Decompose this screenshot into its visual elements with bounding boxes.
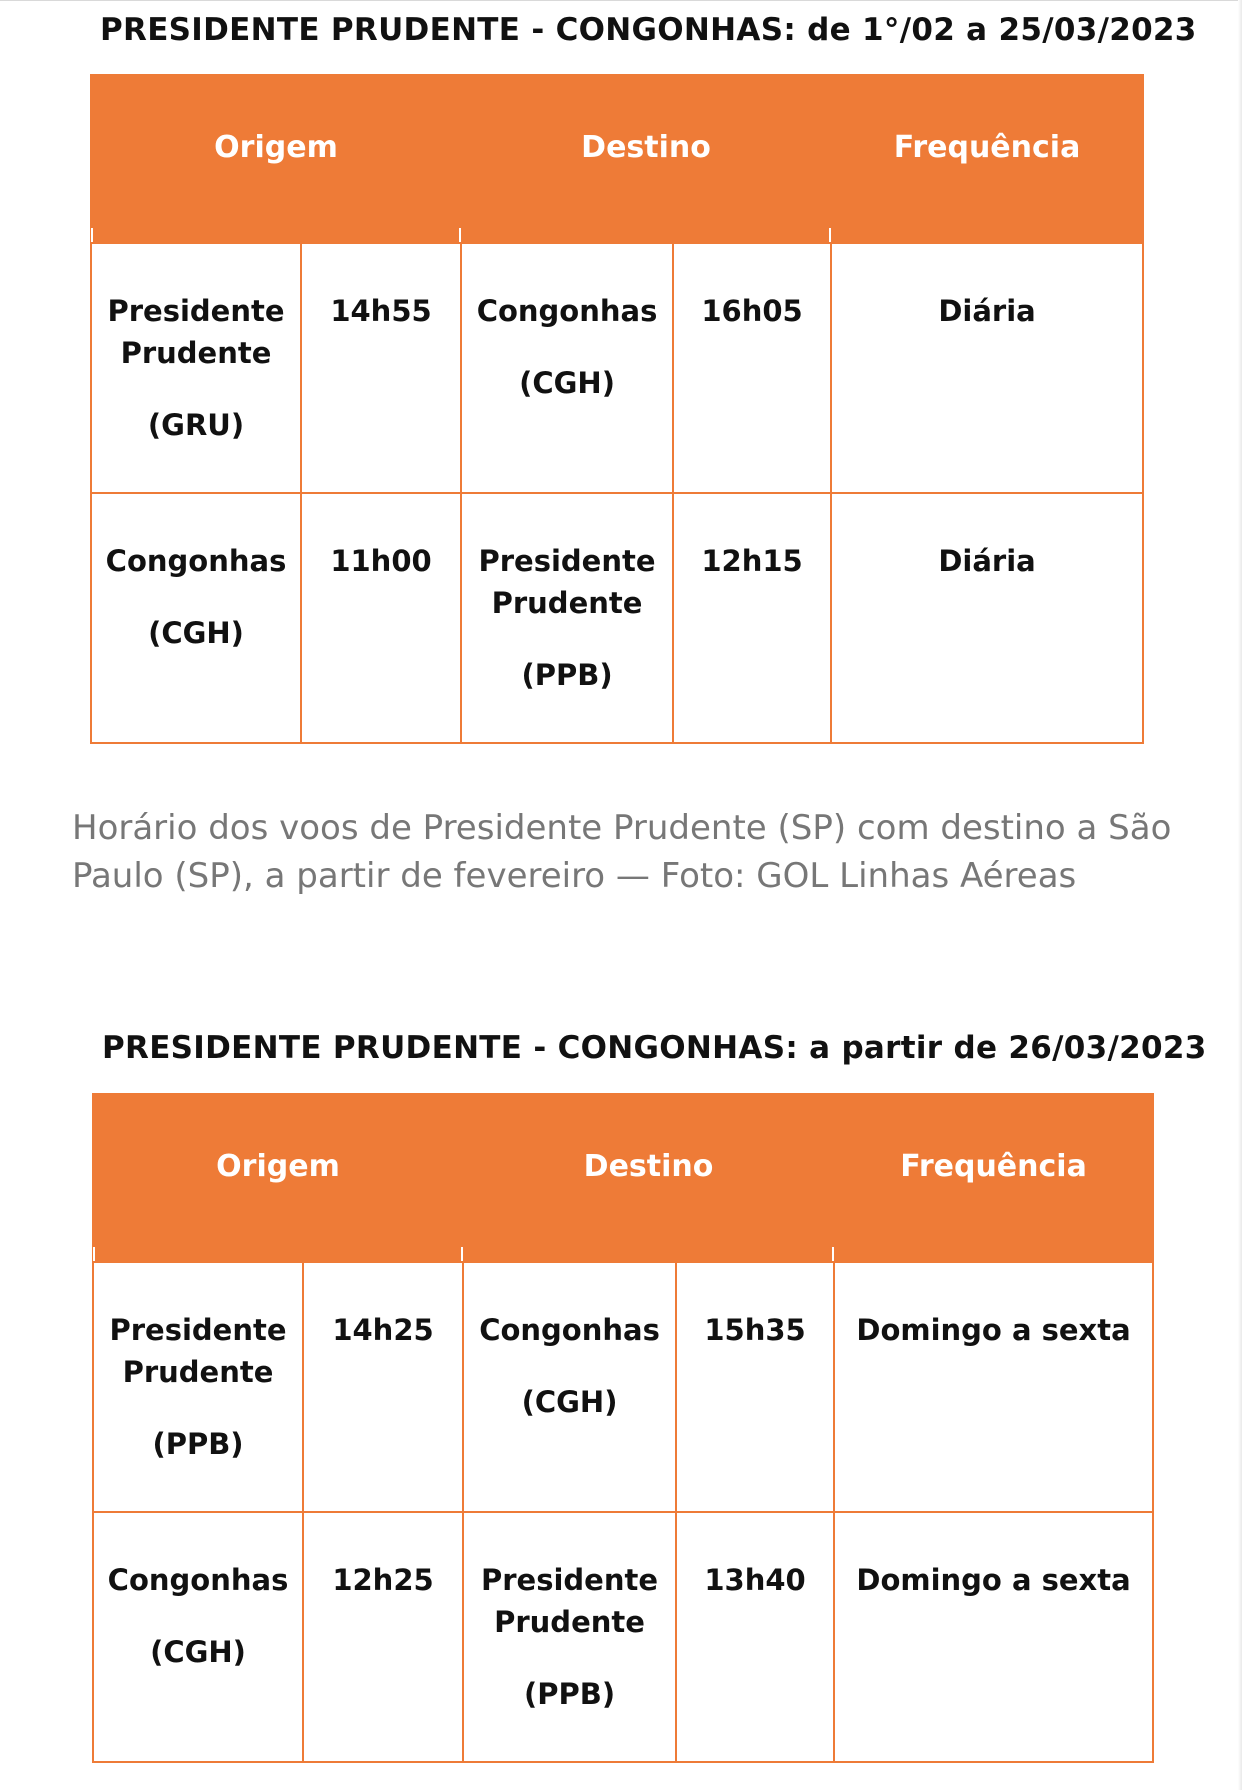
header-frequency: Frequência xyxy=(831,75,1143,243)
frequency-cell: Diária xyxy=(831,243,1143,493)
departure-time: 11h00 xyxy=(301,493,461,743)
table-row xyxy=(93,1512,1153,1762)
frequency-cell: Domingo a sexta xyxy=(834,1512,1153,1762)
arrival-time: 12h15 xyxy=(673,493,831,743)
image-caption: Horário dos voos de Presidente Prudente (SP) com destino a São Paulo (SP), a partir de fevereiro — Foto: GOL Linhas Aéreas xyxy=(72,808,1172,896)
schedule-title: PRESIDENTE PRUDENTE - CONGONHAS: de 1°/02 a 25/03/2023 xyxy=(100,12,1197,48)
table-row xyxy=(93,1262,1153,1512)
origin-cell: Presidente Prudente (GRU) xyxy=(91,243,301,493)
arrival-time: 16h05 xyxy=(673,243,831,493)
frequency-cell: Domingo a sexta xyxy=(834,1262,1153,1512)
header-destination: Destino xyxy=(463,1094,834,1262)
departure-time: 12h25 xyxy=(303,1512,463,1762)
header-destination: Destino xyxy=(461,75,831,243)
destination-cell: Congonhas (CGH) xyxy=(461,243,673,493)
arrival-time: 15h35 xyxy=(676,1262,834,1512)
table-row xyxy=(91,243,1143,493)
departure-time: 14h25 xyxy=(303,1262,463,1512)
frequency-cell: Diária xyxy=(831,493,1143,743)
flight-schedule-table xyxy=(90,74,1144,744)
flight-schedule-table xyxy=(92,1093,1154,1763)
origin-cell: Congonhas (CGH) xyxy=(93,1512,303,1762)
origin-cell: Congonhas (CGH) xyxy=(91,493,301,743)
top-divider xyxy=(0,0,1242,1)
header-origin: Origem xyxy=(91,75,461,243)
origin-cell: Presidente Prudente (PPB) xyxy=(93,1262,303,1512)
table-header-row xyxy=(93,1094,1153,1262)
page-edge-shadow xyxy=(1238,0,1242,1790)
header-frequency: Frequência xyxy=(834,1094,1153,1262)
arrival-time: 13h40 xyxy=(676,1512,834,1762)
table-header-row xyxy=(91,75,1143,243)
destination-cell: Congonhas (CGH) xyxy=(463,1262,676,1512)
schedule-title: PRESIDENTE PRUDENTE - CONGONHAS: a partir de 26/03/2023 xyxy=(102,1030,1207,1066)
destination-cell: Presidente Prudente (PPB) xyxy=(461,493,673,743)
header-origin: Origem xyxy=(93,1094,463,1262)
departure-time: 14h55 xyxy=(301,243,461,493)
table-row xyxy=(91,493,1143,743)
destination-cell: Presidente Prudente (PPB) xyxy=(463,1512,676,1762)
